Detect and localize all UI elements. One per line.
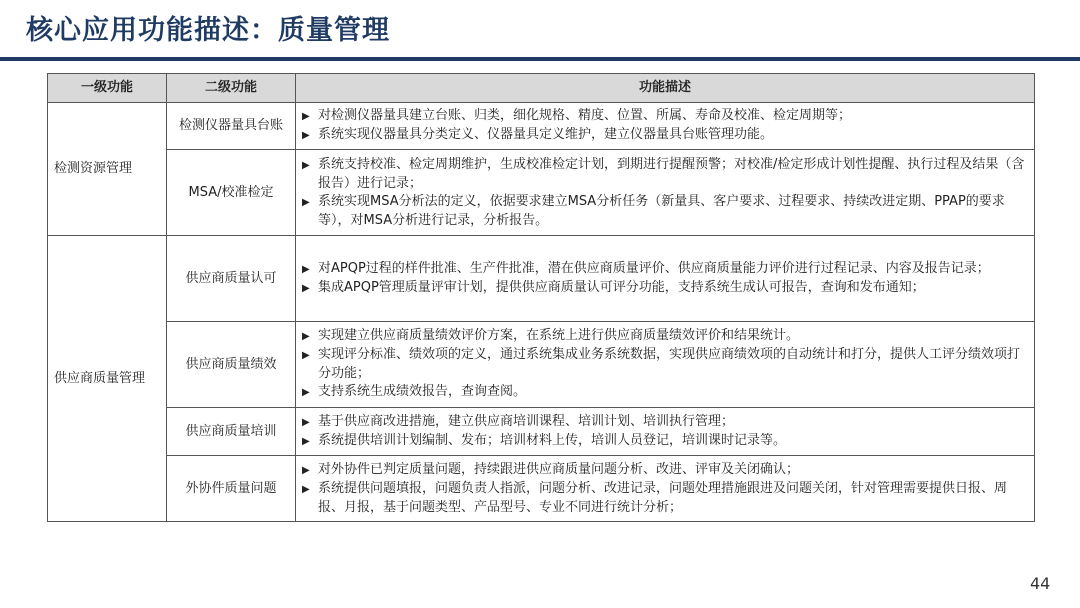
- triangle-bullet-icon: ▶: [302, 331, 310, 342]
- header-level1: 一级功能: [48, 74, 167, 103]
- description-line: [302, 327, 1028, 346]
- table-row: [48, 150, 1035, 236]
- table-row: [48, 103, 1035, 150]
- triangle-bullet-icon: ▶: [302, 387, 310, 398]
- triangle-bullet-icon: ▶: [302, 196, 310, 208]
- level2-cell: 检测仪器量具台账: [167, 103, 296, 150]
- table-row: [48, 456, 1035, 522]
- description-line: [302, 260, 1028, 279]
- description-text: 对APQP过程的样件批准、生产件批准，潜在供应商质量评价、供应商质量能力评价进行过程记录、内容及报告记录；: [318, 260, 990, 276]
- description-cell: [296, 103, 1035, 150]
- level2-cell: 外协件质量问题: [167, 456, 296, 522]
- triangle-bullet-icon: ▶: [302, 282, 310, 294]
- triangle-bullet-icon: ▶: [302, 263, 310, 275]
- level1-cell: 检测资源管理: [48, 103, 167, 236]
- description-line: [302, 156, 1028, 193]
- description-line: [302, 480, 1028, 517]
- triangle-bullet-icon: ▶: [302, 464, 310, 476]
- description-line: [302, 346, 1028, 383]
- description-cell: [296, 322, 1035, 408]
- triangle-bullet-icon: ▶: [302, 159, 310, 171]
- level1-cell: 供应商质量管理: [48, 236, 167, 522]
- description-line: [302, 193, 1028, 230]
- level2-cell: 供应商质量培训: [167, 408, 296, 456]
- description-line: [302, 279, 1028, 298]
- description-cell: [296, 408, 1035, 456]
- triangle-bullet-icon: ▶: [302, 416, 310, 428]
- description-text: 实现建立供应商质量绩效评价方案，在系统上进行供应商质量绩效评价和结果统计。: [318, 328, 800, 343]
- description-cell: [296, 236, 1035, 322]
- description-text: 系统实现仪器量具分类定义、仪器量具定义维护，建立仪器量具台账管理功能。: [318, 127, 774, 142]
- description-text: 对外协件已判定质量问题，持续跟进供应商质量问题分析、改进、评审及关闭确认；: [318, 461, 800, 477]
- description-line: [302, 413, 1028, 432]
- title-divider: [0, 57, 1080, 61]
- table-header-row: [48, 74, 1035, 103]
- table-row: [48, 322, 1035, 408]
- description-text: 系统支持校准、检定周期维护，生成校准检定计划，到期进行提醒预警；对校准/检定形成计划性提醒、执行过程及结果（含报告）进行记录；: [318, 156, 1025, 191]
- description-text: 系统提供问题填报，问题负责人指派，问题分析、改进记录，问题处理措施跟进及问题关闭，针对管理需要提供日报、周报、月报，基于问题类型、产品型号、专业不同进行统计分析；: [318, 480, 1008, 515]
- description-text: 实现评分标准、绩效项的定义，通过系统集成业务系统数据，实现供应商绩效项的自动统计和打分，提供人工评分绩效项打分功能；: [318, 347, 1021, 381]
- description-text: 系统提供培训计划编制、发布；培训材料上传，培训人员登记，培训课时记录等。: [318, 432, 787, 448]
- description-text: 系统实现MSA分析法的定义，依据要求建立MSA分析任务（新量具、客户要求、过程要求、持续改进定期、PPAP的要求等），对MSA分析进行记录，分析报告。: [318, 193, 1005, 228]
- description-text: 集成APQP管理质量评审计划，提供供应商质量认可评分功能，支持系统生成认可报告，查询和发布通知；: [318, 279, 925, 295]
- triangle-bullet-icon: ▶: [302, 483, 310, 495]
- description-line: [302, 383, 1028, 402]
- level2-cell: 供应商质量绩效: [167, 322, 296, 408]
- level2-cell: 供应商质量认可: [167, 236, 296, 322]
- description-line: [302, 107, 1028, 126]
- triangle-bullet-icon: ▶: [302, 435, 310, 447]
- description-line: [302, 432, 1028, 451]
- triangle-bullet-icon: ▶: [302, 130, 310, 141]
- table-row: [48, 236, 1035, 322]
- header-level2: 二级功能: [167, 74, 296, 103]
- function-table: [47, 73, 1035, 522]
- table-row: [48, 408, 1035, 456]
- description-text: 对检测仪器量具建立台账、归类，细化规格、精度、位置、所属、寿命及校准、检定周期等；: [318, 108, 852, 123]
- description-cell: [296, 456, 1035, 522]
- description-line: [302, 461, 1028, 480]
- header-desc: 功能描述: [296, 74, 1035, 103]
- triangle-bullet-icon: ▶: [302, 111, 310, 122]
- description-cell: [296, 150, 1035, 236]
- description-text: 支持系统生成绩效报告，查询查阅。: [318, 384, 527, 399]
- page-number: 44: [1030, 574, 1051, 593]
- triangle-bullet-icon: ▶: [302, 350, 310, 361]
- description-text: 基于供应商改进措施，建立供应商培训课程、培训计划、培训执行管理；: [318, 413, 735, 429]
- description-line: [302, 126, 1028, 145]
- page-title: 核心应用功能描述：质量管理: [26, 15, 390, 46]
- level2-cell: MSA/校准检定: [167, 150, 296, 236]
